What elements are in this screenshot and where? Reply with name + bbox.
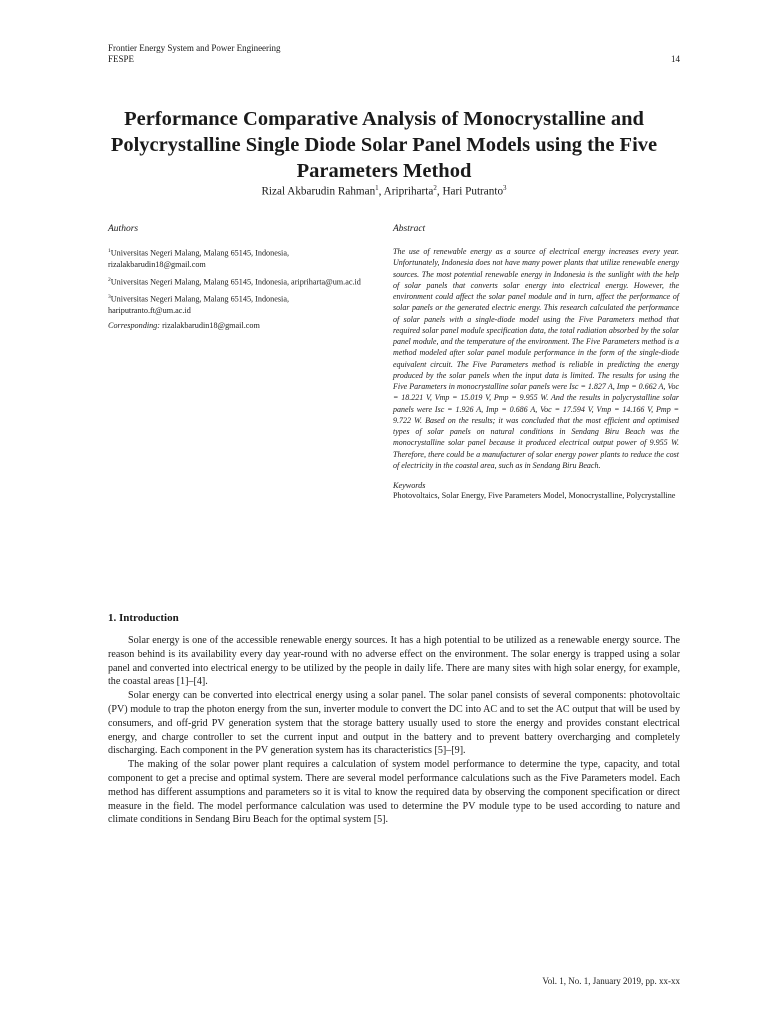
author-superscript: 1	[375, 184, 379, 192]
affiliation-superscript: 1	[108, 248, 111, 254]
authors-label: Authors	[108, 224, 139, 234]
author-superscript: 2	[433, 184, 437, 192]
affiliation	[108, 292, 366, 316]
corresponding-email[interactable]: rizalakbarudin18@gmail.com	[162, 321, 260, 331]
affiliation-text: Universitas Negeri Malang, Malang 65145, Indonesia, rizalakbarudin18@gmail.com	[108, 248, 290, 269]
author-name: Rizal Akbarudin Rahman	[261, 185, 376, 198]
corresponding-label: Corresponding:	[108, 321, 161, 331]
intro-paragraph: Solar energy can be converted into electrical energy using a solar panel. The solar panel consists of several components: photovoltaic (PV) module to trap the photon energy from the sun, inverter module to convert the DC into AC and to set the AC output that will be used by consumers, and off-grid PV generation system that the storage battery usually used to store the energy and provides constant electrical energy, and charge controller to set the current input and output in the battery and to prevent battery overcharging and completely discharging. Each component in the PV generation system has its characteristics [5]–[9].	[108, 690, 680, 757]
author-list: Rizal Akbarudin Rahman$^1$, Aripriharta$^2$, Hari Putranto$^3$	[261, 184, 507, 198]
journal-abbreviation: FESPE	[108, 54, 135, 64]
affiliation	[108, 275, 366, 288]
journal-name: Frontier Energy System and Power Engineering	[108, 43, 281, 53]
affiliation-superscript: 2	[108, 276, 111, 283]
abstract-label: Abstract	[393, 224, 426, 234]
affiliation-text: Universitas Negeri Malang, Malang 65145, Indonesia, aripriharta@um.ac.id	[110, 277, 361, 287]
author-superscript: 3	[503, 184, 507, 192]
affiliation-superscript: 3	[108, 294, 111, 301]
authors-column	[108, 224, 366, 330]
affiliation	[108, 246, 366, 270]
author-name: Aripriharta	[383, 185, 434, 198]
page-number: 14	[671, 54, 680, 64]
abstract-column	[393, 224, 679, 502]
affiliation-text: Universitas Negeri Malang, Malang 65145, Indonesia, hariputranto.ft@um.ac.id	[108, 295, 290, 316]
page-footer: Vol. 1, No. 1, January 2019, pp. xx-xx	[542, 976, 680, 986]
intro-paragraph: The making of the solar power plant requires a calculation of system model performance to determine the type, capacity, and total component to get a precise and optimal system. There are several model performance calculations such as the Five Parameters model. Each method has different assumptions and parameters so it is vital to know the required data by observing the component specification or direct measure in the field. The model performance calculation was used to determine the PV module type to be used according to nature and climate conditions in Sendang Biru Beach for the optimal system [5].	[108, 759, 680, 826]
author-name: Hari Putranto	[442, 185, 504, 198]
introduction-section	[108, 612, 680, 827]
paper-title: Performance Comparative Analysis of Monocrystalline and Polycrystalline Single Diode Solar Panel Models using the Five Parameters Method	[110, 108, 658, 182]
running-header	[108, 43, 680, 65]
corresponding-author	[108, 321, 366, 330]
intro-paragraph: Solar energy is one of the accessible renewable energy sources. It has a high potential to be utilized as a renewable energy source. The reason behind is its availability every day year-round with no adverse effect on the environment. The solar energy is trapped using a solar panel and converted into electrical energy to be utilized by the people in daily life. There are many sites with high solar energy, for example, the coastal areas [1]–[4].	[108, 635, 680, 688]
keywords-label: Keywords	[393, 481, 426, 490]
keywords-text: Photovoltaics, Solar Energy, Five Parameters Model, Monocrystalline, Polycrystalline	[393, 491, 676, 500]
section-heading: 1. Introduction	[108, 612, 179, 624]
abstract-text: The use of renewable energy as a source of electrical energy increases every year. Unfortunately, Indonesia does not have many power plants that utilize renewable energy sources. The most potential renewable energy in Indonesia is the sunlight with the help of solar panels that converts solar energy into electrical energy. However, the environment could affect the solar panel module and in turn, affect the performance of solar panels or the generated electric energy. This research calculated the performance of solar panels with a single-diode model using the Five Parameters method that required solar panel module specification data, the total radiation absorbed by the solar panel module, and the temperature of the environment. The Five Parameters method is a method modeled after solar panel module performance in the form of the single-diode equivalent circuit. The Five Parameters method is reliable in predicting the energy produced by the solar panels when the input data is limited. The results for using the Five Parameters in monocrystalline solar panels were Isc = 1.827 A, Imp = 0.662 A, Voc = 18.221 V, Vmp = 15.019 V, Pmp = 9.955 W. And the results in polycrystalline solar panels were Isc = 1.926 A, Imp = 0.686 A, Voc = 17.594 V, Vmp = 14.166 V, Pmp = 9.722 W. Based on the results; it was concluded that the most efficient and optimised types of solar panels on natural conditions in Sendang Biru Beach was the monocrystalline solar panel because it produced electrical output power of 9.955 W. Therefore, there could be a manufacturer of solar energy power plants to reduce the cost of electricity in the coastal area, such as in Sendang Biru Beach.	[393, 247, 679, 470]
